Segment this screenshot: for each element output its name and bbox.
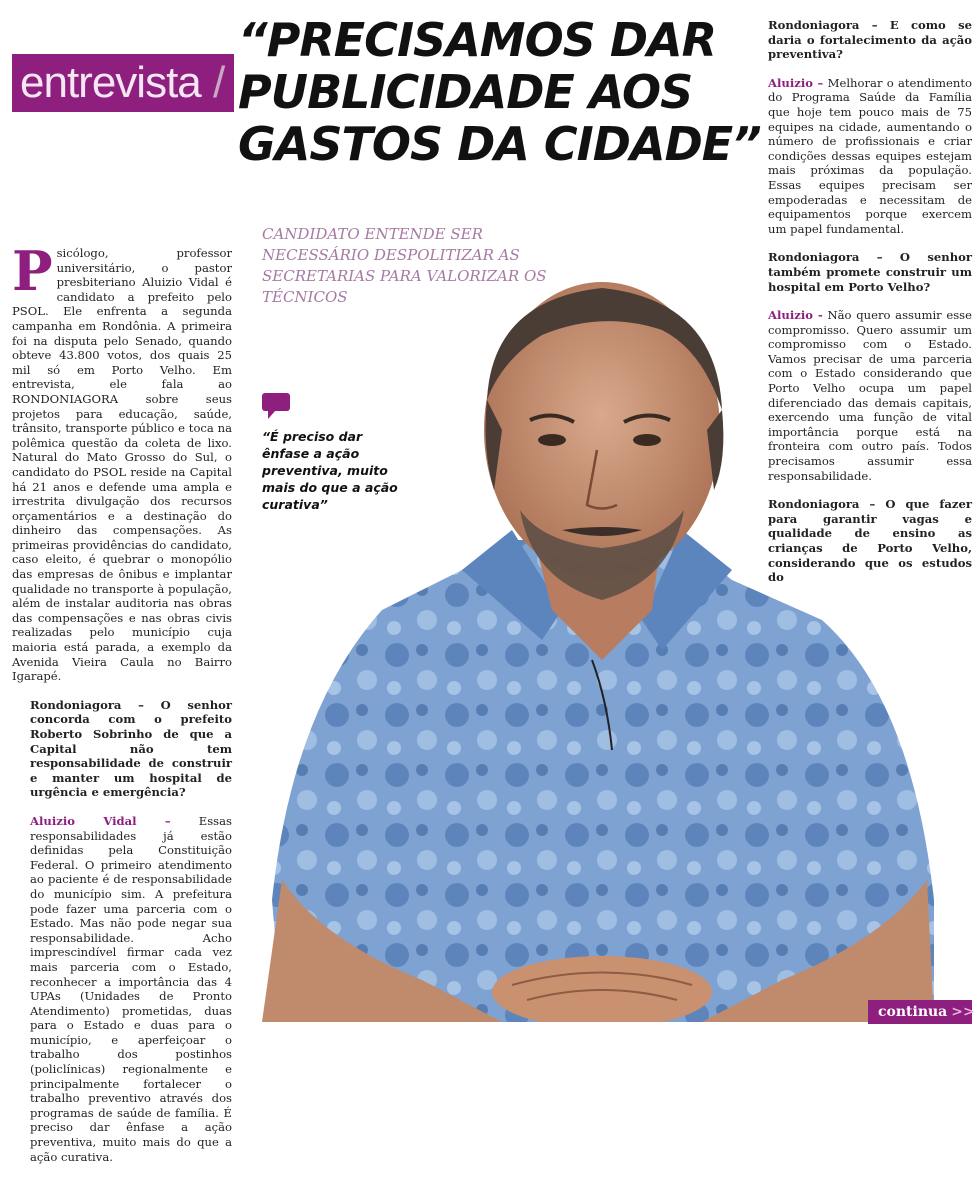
- continua-label: continua: [878, 1004, 948, 1020]
- headline-line-3: GASTOS DA CIDADE”: [238, 117, 761, 171]
- question-4: Rondoniagora – O que fazer para garantir vagas e qualidade de ensino as crianças de Porto Velho, considerando que os estudos do: [768, 497, 972, 585]
- right-column: [750, 18, 972, 599]
- left-column: [12, 239, 232, 1178]
- question-3: Rondoniagora – O senhor também promete construir um hospital em Porto Velho?: [768, 250, 972, 294]
- headline: [238, 13, 761, 171]
- answer-3-name: Aluizio -: [768, 308, 823, 323]
- section-slash: /: [213, 58, 226, 107]
- answer-3: [750, 308, 972, 483]
- speech-bubble-icon: [262, 393, 290, 419]
- pullquote: “É preciso dar ênfase a ação preventiva, muito mais do que a ação curativa”: [262, 429, 398, 512]
- answer-1-text: Essas responsabilidades já estão definidas pela Constituição Federal. O primeiro atendimento ao paciente é de responsabilidade do município sim. A prefeitura pode fazer uma parceria com o Estado. Mas não pode negar sua responsabilidade. Acho imprescindível firmar cada vez mais parceria com o Estado, reconhecer a importância das 4 UPAs (Unidades de Pronto Atendimento) prometidas, duas para o Estado e duas para o município, e aperfeiçoar o trabalho dos postinhos (policlínicas) regionalmente e principalmente fortalecer o trabalho preventivo através dos programas de saúde de família. É preciso dar ênfase a ação preventiva, muito mais do que a ação curativa.: [30, 813, 232, 1164]
- answer-2-name: Aluizio –: [768, 75, 824, 90]
- answer-2-text: Melhorar o atendimento do Programa Saúde da Família que hoje tem pouco mais de 75 equipes na cidade, aumentando o número de profissionais e criar condições dessas equipes estejam mais próximas da população. Essas equipes precisam ser empoderadas e necessitam de equipamentos porque exercem um papel fundamental.: [768, 75, 972, 236]
- answer-1: [12, 814, 232, 1164]
- answer-3-text: Não quero assumir esse compromisso. Quero assumir um compromisso com o Estado. Vamos precisar de uma parceria com o Estado considerando que Porto Velho ocupa um papel diferenciado das demais capitais, exercendo uma função de vital importância porque está na fronteira com outro país. Todos precisamos assumir essa responsabilidade.: [768, 308, 972, 483]
- section-tag: [12, 54, 234, 112]
- question-1: Rondoniagora – O senhor concorda com o prefeito Roberto Sobrinho de que a Capital não tem responsabilidade de construir e manter um hospital de urgência e emergência?: [30, 697, 232, 800]
- dropcap: P: [12, 239, 53, 303]
- question-2: Rondoniagora – E como se daria o fortalecimento da ação preventiva?: [768, 18, 972, 62]
- intro-paragraph: [12, 239, 232, 684]
- section-label: entrevista: [20, 58, 201, 107]
- headline-line-2: PUBLICIDADE AOS: [238, 65, 693, 119]
- answer-2: [750, 76, 972, 237]
- double-chevron-right-icon: >>: [951, 1004, 975, 1020]
- intro-text: sicólogo, professor universitário, o pastor presbiteriano Aluizio Vidal é candidato a prefeito pelo PSOL. Ele enfrenta a segunda campanha em Rondônia. A primeira foi na disputa pelo Senado, quando obteve 43.800 votos, dos quais 25 mil só em Porto Velho. Em entrevista, ele fala ao RONDONIAGORA sobre seus projetos para educação, saúde, trânsito, transporte público e toca na polêmica questão da coleta de lixo. Natural do Mato Grosso do Sul, o candidato do PSOL reside na Capital há 21 anos e defende uma ampla e irrestrita divulgação dos recursos orçamentários e a destinação do dinheiro das compensações. As primeiras providências do candidato, caso eleito, é quebrar o monopólio das empresas de ônibus e implantar qualidade no transporte à população, além de instalar auditoria nas obras das compensações e nas obras civis realizadas pelo município cuja maioria está parada, a exemplo da Avenida Vieira Caula no Bairro Igarapé.: [12, 246, 232, 684]
- headline-line-1: “PRECISAMOS DAR: [238, 13, 717, 67]
- subhead: CANDIDATO ENTENDE SER NECESSÁRIO DESPOLITIZAR AS SECRETARIAS PARA VALORIZAR OS TÉCNICOS: [262, 225, 547, 306]
- continua-button[interactable]: [868, 1000, 975, 1024]
- answer-1-name: Aluizio Vidal –: [30, 813, 171, 828]
